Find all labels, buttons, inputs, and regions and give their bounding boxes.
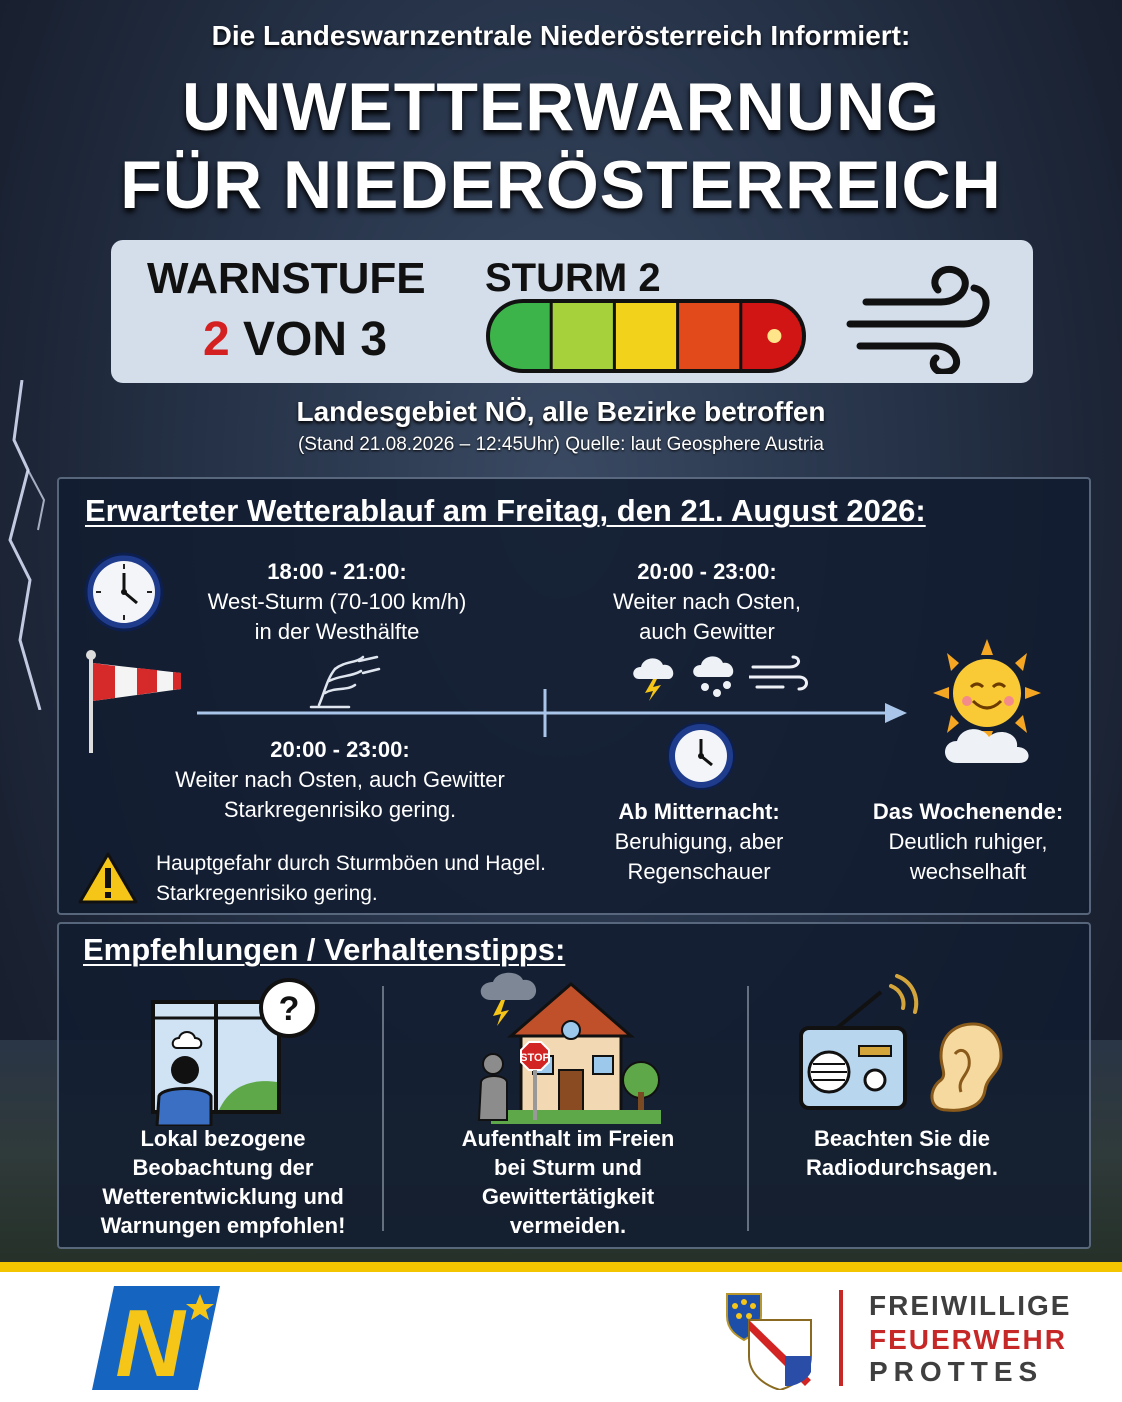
- noe-logo-letter: N: [115, 1290, 185, 1390]
- forecast-block-3: [145, 735, 535, 825]
- tip-1: [85, 1124, 361, 1240]
- window-observer-icon: [149, 978, 321, 1126]
- hazard-line1: Hauptgefahr durch Sturmböen und Hagel.: [156, 852, 546, 875]
- stop-outdoors-icon: [471, 970, 661, 1130]
- radio-ear-icon: [797, 972, 1003, 1114]
- forecast-block-4: [579, 797, 819, 887]
- page-title-line2: FÜR NIEDERÖSTERREICH: [120, 147, 1002, 223]
- warning-level-number: 2: [203, 313, 230, 366]
- forecast-block-1-line1: West-Sturm (70-100 km/h): [207, 589, 467, 614]
- gauge-segment: [551, 301, 615, 371]
- forecast-block-1: [177, 557, 497, 647]
- warning-level-box: [111, 240, 1033, 383]
- forecast-block-3-line2: Starkregenrisiko gering.: [223, 797, 457, 822]
- tip-2-line1: Aufenthalt im Freien: [461, 1126, 675, 1151]
- forecast-block-4-line2: Regenschauer: [627, 859, 771, 884]
- forecast-block-5-line2: wechselhaft: [909, 859, 1027, 884]
- clock-small-icon: [666, 721, 736, 791]
- forecast-block-3-time: 20:00 - 23:00:: [270, 737, 410, 762]
- svg-text:STOP: STOP: [520, 1052, 550, 1064]
- region-text: Landesgebiet NÖ, alle Bezirke betroffen: [296, 396, 826, 427]
- noe-logo: [92, 1286, 222, 1390]
- warning-label: WARNSTUFE: [147, 254, 426, 303]
- coat-of-arms-icon: [725, 1286, 815, 1390]
- gauge-segment: [614, 301, 678, 371]
- forecast-panel: [57, 477, 1091, 915]
- warning-gauge: [486, 298, 806, 374]
- recommendations-title: Empfehlungen / Verhaltenstipps:: [83, 932, 566, 967]
- tip-1-line3: Wetterentwicklung und: [102, 1184, 344, 1209]
- forecast-block-5-line1: Deutlich ruhiger,: [888, 829, 1048, 854]
- tip-1-line1: Lokal bezogene: [140, 1126, 306, 1151]
- recommendations-panel: [57, 922, 1091, 1249]
- tip-2-line4: vermeiden.: [509, 1213, 627, 1238]
- forecast-block-5-time: Das Wochenende:: [872, 799, 1064, 824]
- forecast-block-2-line1: Weiter nach Osten,: [613, 589, 801, 614]
- forecast-block-1-time: 18:00 - 21:00:: [267, 559, 407, 584]
- forecast-block-1-line2: in der Westhälfte: [254, 619, 420, 644]
- tip-3: [773, 1124, 1031, 1182]
- tip-divider-1: [382, 986, 384, 1231]
- forecast-block-2-line2: auch Gewitter: [639, 619, 775, 644]
- forecast-block-4-time: Ab Mitternacht:: [618, 799, 780, 824]
- clock-icon: [83, 551, 165, 633]
- warning-level-max: VON 3: [229, 313, 388, 366]
- ff-line3: PROTTES: [869, 1356, 1044, 1387]
- tip-2-line3: Gewittertätigkeit: [481, 1184, 655, 1209]
- ff-divider: [839, 1290, 843, 1386]
- lightning-icon: [0, 380, 60, 710]
- warning-level: [203, 312, 387, 367]
- issuer-line: Die Landeswarnzentrale Niederösterreich Informiert:: [211, 20, 911, 51]
- forecast-block-3-line1: Weiter nach Osten, auch Gewitter: [175, 767, 505, 792]
- gauge-indicator: [767, 329, 781, 343]
- tip-3-line1: Beachten Sie die: [813, 1126, 991, 1151]
- ff-line1: FREIWILLIGE: [869, 1290, 1072, 1321]
- svg-text:?: ?: [278, 990, 300, 1028]
- forecast-block-4-line1: Beruhigung, aber: [614, 829, 784, 854]
- forecast-block-5: [857, 797, 1079, 887]
- wind-icon: [846, 262, 996, 374]
- ff-line2: FEUERWEHR: [869, 1324, 1067, 1355]
- gauge-segment: [678, 301, 742, 371]
- tip-1-line2: Beobachtung der: [132, 1155, 314, 1180]
- forecast-block-2: [567, 557, 847, 647]
- tip-1-line4: Warnungen empfohlen!: [100, 1213, 346, 1238]
- forecast-title: Erwarteter Wetterablauf am Freitag, den 21. August 2026:: [85, 493, 926, 528]
- tip-2-line2: bei Sturm und: [494, 1155, 642, 1180]
- tip-divider-2: [747, 986, 749, 1231]
- hazard-line2: Starkregenrisiko gering.: [156, 882, 378, 905]
- source-text: (Stand 21.08.2026 – 12:45Uhr) Quelle: laut Geosphere Austria: [297, 434, 824, 455]
- warning-type: STURM 2: [485, 256, 661, 300]
- forecast-block-2-time: 20:00 - 23:00:: [637, 559, 777, 584]
- tip-3-line2: Radiodurchsagen.: [806, 1155, 998, 1180]
- page-title-line1: UNWETTERWARNUNG: [182, 69, 940, 145]
- hazard-text: [156, 849, 546, 909]
- tip-2: [423, 1124, 713, 1240]
- sun-cloud-icon: [927, 639, 1049, 769]
- warning-triangle-icon: [77, 851, 139, 905]
